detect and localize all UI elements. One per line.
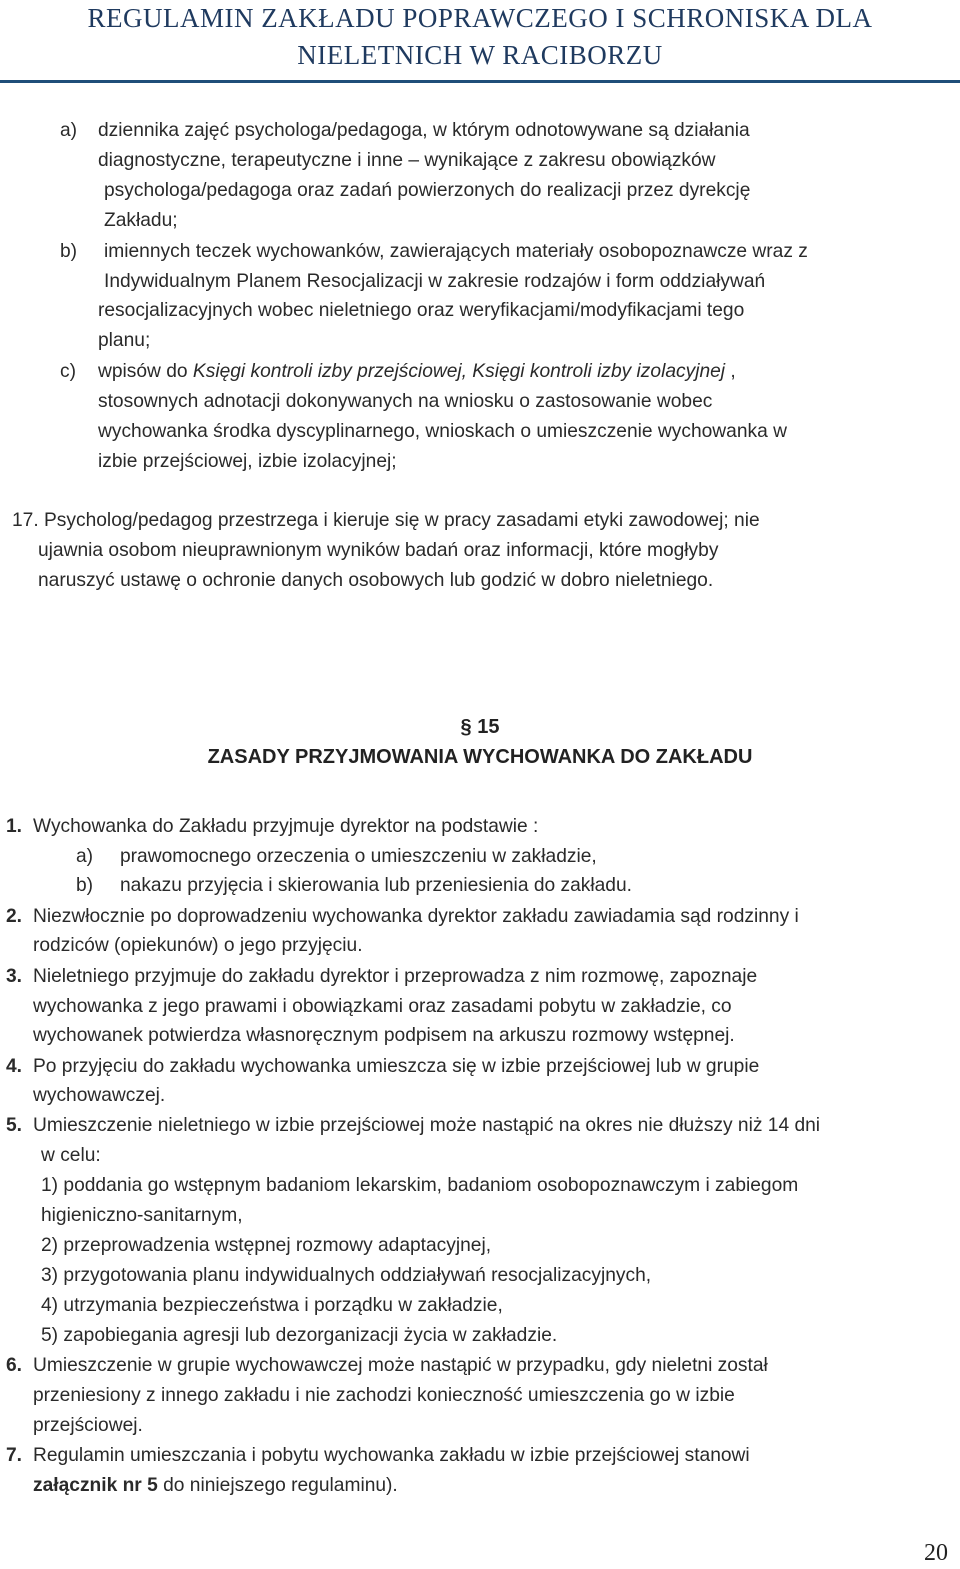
item-5-subitem: 4) utrzymania bezpieczeństwa i porządku w zakładzie, bbox=[41, 1295, 503, 1316]
list-item-c-line: wychowanka środka dyscyplinarnego, wnioskach o umieszczenie wychowanka w bbox=[98, 421, 787, 442]
item-number-5: 5. bbox=[6, 1115, 23, 1136]
item-5-line: w celu: bbox=[41, 1145, 101, 1166]
header-title-line-1: REGULAMIN ZAKŁADU POPRAWCZEGO I SCHRONISKA DLA bbox=[87, 3, 873, 33]
list-item-c-line bbox=[98, 357, 736, 387]
item-number-6: 6. bbox=[6, 1355, 23, 1376]
item-5-subitem: 1) poddania go wstępnym badaniom lekarskim, badaniom osobopoznawczym i zabiegom bbox=[41, 1175, 799, 1196]
item-3-line: Nieletniego przyjmuje do zakładu dyrektor i przeprowadza z nim rozmowę, zapoznaje bbox=[33, 966, 758, 987]
list-item-b-line: Indywidualnym Planem Resocjalizacji w zakresie rodzajów i form oddziaływań bbox=[104, 271, 766, 292]
list-item-c-line: izbie przejściowej, izbie izolacyjnej; bbox=[98, 451, 397, 472]
item-6-line: przejściowej. bbox=[33, 1415, 143, 1436]
item-6-line: przeniesiony z innego zakładu i nie zachodzi konieczność umieszczenia go w izbie bbox=[33, 1385, 735, 1406]
list-item-c-line: stosownych adnotacji dokonywanych na wniosku o zastosowanie wobec bbox=[98, 391, 713, 412]
item-1b-marker: b) bbox=[76, 875, 94, 896]
item-1a-marker: a) bbox=[76, 846, 94, 867]
c-text-italic-book-titles: Księgi kontroli izby przejściowej, Księgi kontroli izby izolacyjnej bbox=[192, 361, 726, 382]
header-title-line-2: NIELETNICH W RACIBORZU bbox=[297, 40, 663, 70]
list-item-a-line: psychologa/pedagoga oraz zadań powierzonych do realizacji przez dyrekcję bbox=[104, 180, 751, 201]
item-3-line: wychowanka z jego prawami i obowiązkami oraz zasadami pobytu w zakładzie, co bbox=[33, 996, 732, 1017]
item-5-subitem: 3) przygotowania planu indywidualnych oddziaływań resocjalizacyjnych, bbox=[41, 1265, 652, 1286]
item-number-1: 1. bbox=[6, 816, 23, 837]
item-number-2: 2. bbox=[6, 906, 23, 927]
paragraph-17-line: naruszyć ustawę o ochronie danych osobowych lub godzić w dobro nieletniego. bbox=[38, 570, 714, 591]
item-1b-text: nakazu przyjęcia i skierowania lub przeniesienia do zakładu. bbox=[120, 875, 632, 896]
item-1a-text: prawomocnego orzeczenia o umieszczeniu w zakładzie, bbox=[120, 846, 597, 867]
item-number-7: 7. bbox=[6, 1445, 23, 1466]
item-2-line: Niezwłocznie po doprowadzeniu wychowanka dyrektor zakładu zawiadamia sąd rodzinny i bbox=[33, 906, 799, 927]
item-number-3: 3. bbox=[6, 966, 23, 987]
list-item-a-line: dziennika zajęć psychologa/pedagoga, w którym odnotowywane są działania bbox=[98, 120, 750, 141]
list-item-a-line: diagnostyczne, terapeutyczne i inne – wynikające z zakresu obowiązków bbox=[98, 150, 716, 171]
item-7-line bbox=[33, 1471, 398, 1501]
section-number: § 15 bbox=[460, 716, 500, 738]
paragraph-17-line: ujawnia osobom nieuprawnionym wyników badań oraz informacji, które mogłyby bbox=[38, 540, 719, 561]
list-item-b-line: planu; bbox=[98, 330, 151, 351]
item-2-line: rodziców (opiekunów) o jego przyjęciu. bbox=[33, 935, 363, 956]
paragraph-17-line: 17. Psycholog/pedagog przestrzega i kieruje się w pracy zasadami etyki zawodowej; nie bbox=[12, 510, 760, 531]
section-title: ZASADY PRZYJMOWANIA WYCHOWANKA DO ZAKŁADU bbox=[207, 746, 753, 768]
item-number-4: 4. bbox=[6, 1056, 23, 1077]
attachment-reference: załącznik nr 5 bbox=[33, 1475, 158, 1496]
item-5-line: Umieszczenie nieletniego w izbie przejściowej może nastąpić na okres nie dłuższy niż 14 dni bbox=[33, 1115, 821, 1136]
item-3-line: wychowanek potwierdza własnoręcznym podpisem na arkuszu rozmowy wstępnej. bbox=[33, 1025, 735, 1046]
item-7-line: Regulamin umieszczania i pobytu wychowanka zakładu w izbie przejściowej stanowi bbox=[33, 1445, 750, 1466]
c-text-post: , bbox=[725, 361, 736, 382]
item-4-line: Po przyjęciu do zakładu wychowanka umieszcza się w izbie przejściowej lub w grupie bbox=[33, 1056, 760, 1077]
list-item-b-line: resocjalizacyjnych wobec nieletniego oraz weryfikacjami/modyfikacjami tego bbox=[98, 300, 745, 321]
page-header bbox=[0, 0, 960, 83]
item-1-text: Wychowanka do Zakładu przyjmuje dyrektor na podstawie : bbox=[33, 816, 539, 837]
list-marker-c: c) bbox=[60, 361, 76, 382]
list-item-b-line: imiennych teczek wychowanków, zawierających materiały osobopoznawcze wraz z bbox=[104, 241, 808, 262]
list-marker-a: a) bbox=[60, 120, 78, 141]
item-5-subitem: 2) przeprowadzenia wstępnej rozmowy adaptacyjnej, bbox=[41, 1235, 492, 1256]
item-7-line-rest: do niniejszego regulaminu). bbox=[157, 1475, 398, 1496]
page-number: 20 bbox=[924, 1540, 948, 1566]
list-marker-b: b) bbox=[60, 241, 78, 262]
list-item-a-line: Zakładu; bbox=[104, 210, 178, 231]
item-6-line: Umieszczenie w grupie wychowawczej może nastąpić w przypadku, gdy nieletni został bbox=[33, 1355, 768, 1376]
item-5-subitem: higieniczno-sanitarnym, bbox=[41, 1205, 243, 1226]
item-4-line: wychowawczej. bbox=[33, 1085, 166, 1106]
item-5-subitem: 5) zapobiegania agresji lub dezorganizacji życia w zakładzie. bbox=[41, 1325, 558, 1346]
c-text-pre: wpisów do bbox=[98, 361, 193, 382]
